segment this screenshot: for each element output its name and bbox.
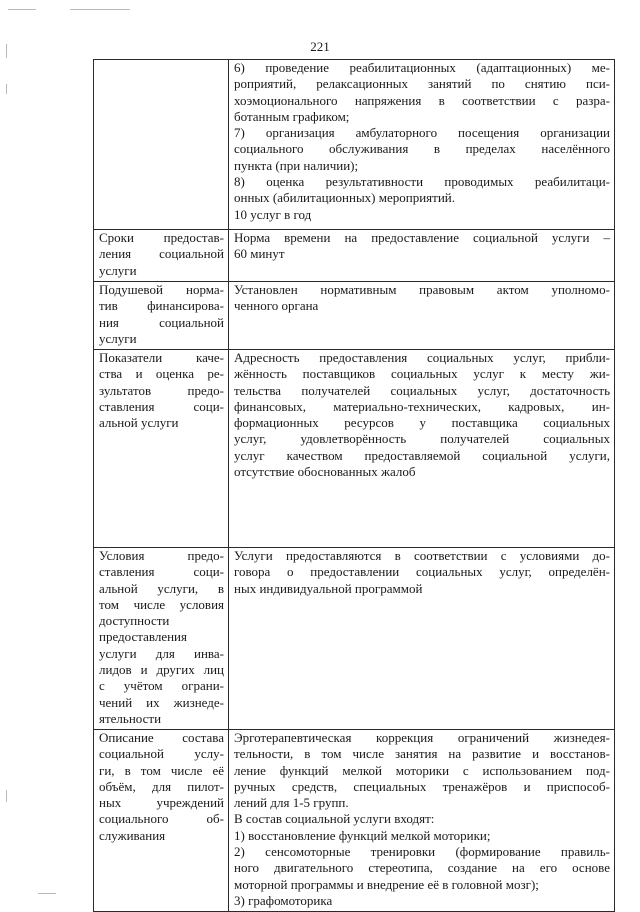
label-line: социальной услу- — [99, 746, 224, 762]
label-line: объём, для пилот- — [99, 778, 224, 794]
page-number: 221 — [310, 39, 330, 54]
scan-artifact-left — [6, 790, 7, 802]
content-line: 2) сенсомоторные тренировки (формирование правиль- — [234, 844, 610, 860]
row-service-description — [94, 730, 615, 912]
label-line: том числе условия — [99, 596, 224, 612]
content-line: онных (абилитационных) мероприятий. — [234, 190, 455, 206]
label-line: Показатели каче- — [99, 350, 224, 365]
content-line: 8) оценка результативности проводимых реабилитаци- — [234, 174, 610, 190]
label-line: ства и оценка ре- — [99, 366, 224, 382]
scan-artifact-top — [8, 9, 36, 10]
row-label-cell — [94, 230, 229, 282]
label-line: ления социальной — [99, 246, 224, 262]
content-line: тельства получателей социальных услуг, достаточность — [234, 382, 610, 398]
label-line: социального об- — [99, 811, 224, 827]
label-line: служивания — [99, 827, 166, 843]
label-line: тив финансирова- — [99, 298, 224, 314]
label-line: зультатов предо- — [99, 382, 224, 398]
label-line: альной услуги — [99, 415, 179, 431]
content-line: ного двигательного стереотипа, создание на его основе — [234, 860, 610, 876]
row-content-cell — [229, 350, 615, 548]
content-line: отсутствие обоснованных жалоб — [234, 464, 416, 480]
content-line: услуг качеством предоставляемой социальной услуги, — [234, 447, 610, 463]
label-line: услуги для инва- — [99, 645, 224, 661]
content-line: хоэмоционального напряжения в соответствии с разра- — [234, 92, 610, 108]
row-content-cell — [229, 230, 615, 282]
row-funding-standard — [94, 282, 615, 350]
content-line: 7) организация амбулаторного посещения организации — [234, 125, 610, 141]
content-line: финансовых, материально-технических, кадровых, ин- — [234, 398, 610, 414]
content-line: услуг, удовлетворённость получателей социальных — [234, 431, 610, 447]
label-line: ставления соци- — [99, 564, 224, 580]
content-line: 6) проведение реабилитационных (адаптационных) ме- — [234, 60, 610, 75]
content-line: ных индивидуальной программой — [234, 580, 423, 596]
content-line: Эрготерапевтическая коррекция ограничений жизнедея- — [234, 730, 610, 745]
label-line: лидов и других лиц — [99, 662, 224, 678]
content-line: жённость поставщиков социальных услуг к месту жи- — [234, 366, 610, 382]
content-line: говора о предоставлении социальных услуг, определён- — [234, 564, 610, 580]
scan-artifact-left — [6, 84, 7, 94]
content-line: лений для 1-5 групп. — [234, 795, 349, 811]
row-label-cell — [94, 548, 229, 730]
content-line: Адресность предоставления социальных услуг, прибли- — [234, 350, 610, 365]
row-content-cell — [229, 282, 615, 350]
row-label-cell — [94, 60, 229, 230]
content-line: моторной программы и внедрение её в головной мозг); — [234, 876, 539, 892]
label-line: Условия предо- — [99, 548, 224, 563]
label-line: ставления соци- — [99, 398, 224, 414]
label-line: Подушевой норма- — [99, 282, 224, 297]
label-line: услуги — [99, 330, 137, 346]
row-content-cell — [229, 60, 615, 230]
row-label-cell — [94, 350, 229, 548]
content-line: В состав социальной услуги входят: — [234, 811, 435, 827]
label-line: альной услуги, в — [99, 580, 224, 596]
content-line: ление функций мелкой моторики с использованием под- — [234, 762, 610, 778]
label-line: ятельности — [99, 710, 162, 726]
content-line: социального обслуживания в пределах населённого — [234, 141, 610, 157]
row-content-cell — [229, 548, 615, 730]
service-standard-table — [93, 59, 615, 912]
scan-artifact-bottom — [38, 893, 56, 894]
label-line: чений их жизнеде- — [99, 694, 224, 710]
label-line: ных учреждений — [99, 795, 224, 811]
content-line: Норма времени на предоставление социальной услуги – — [234, 230, 610, 245]
content-line: формационных ресурсов у поставщика социальных — [234, 415, 610, 431]
content-line: 60 минут — [234, 246, 285, 262]
row-content-cell — [229, 730, 615, 912]
content-line: Установлен нормативным правовым актом уполномо- — [234, 282, 610, 297]
row-label-cell — [94, 730, 229, 912]
content-line: роприятий, релаксационных занятий по снятию пси- — [234, 76, 610, 92]
row-label-cell — [94, 282, 229, 350]
label-line: ги, в том числе её — [99, 762, 224, 778]
content-line: ченного органа — [234, 298, 319, 314]
label-line: предоставления — [99, 629, 187, 645]
row-quality-indicators — [94, 350, 615, 548]
label-line: с учётом ограни- — [99, 678, 224, 694]
content-line: пункта (при наличии); — [234, 157, 359, 173]
content-line: ботанным графиком; — [234, 108, 350, 124]
content-line: Услуги предоставляются в соответствии с условиями до- — [234, 548, 610, 563]
label-line: ния социальной — [99, 314, 224, 330]
label-line: доступности — [99, 613, 170, 629]
label-line: Сроки предостав- — [99, 230, 224, 245]
content-line: 3) графомоторика — [234, 892, 333, 908]
content-line: 1) восстановление функций мелкой моторики; — [234, 827, 491, 843]
label-line: услуги — [99, 262, 137, 278]
content-line: 10 услуг в год — [234, 206, 312, 222]
label-line: Описание состава — [99, 730, 224, 745]
content-line: ручных средств, специальных тренажёров и приспособ- — [234, 778, 610, 794]
row-service-terms — [94, 230, 615, 282]
row-continuation — [94, 60, 615, 230]
row-service-conditions — [94, 548, 615, 730]
scan-artifact-top — [70, 9, 130, 10]
content-line: тельности, в том числе занятия на развитие и восстанов- — [234, 746, 610, 762]
